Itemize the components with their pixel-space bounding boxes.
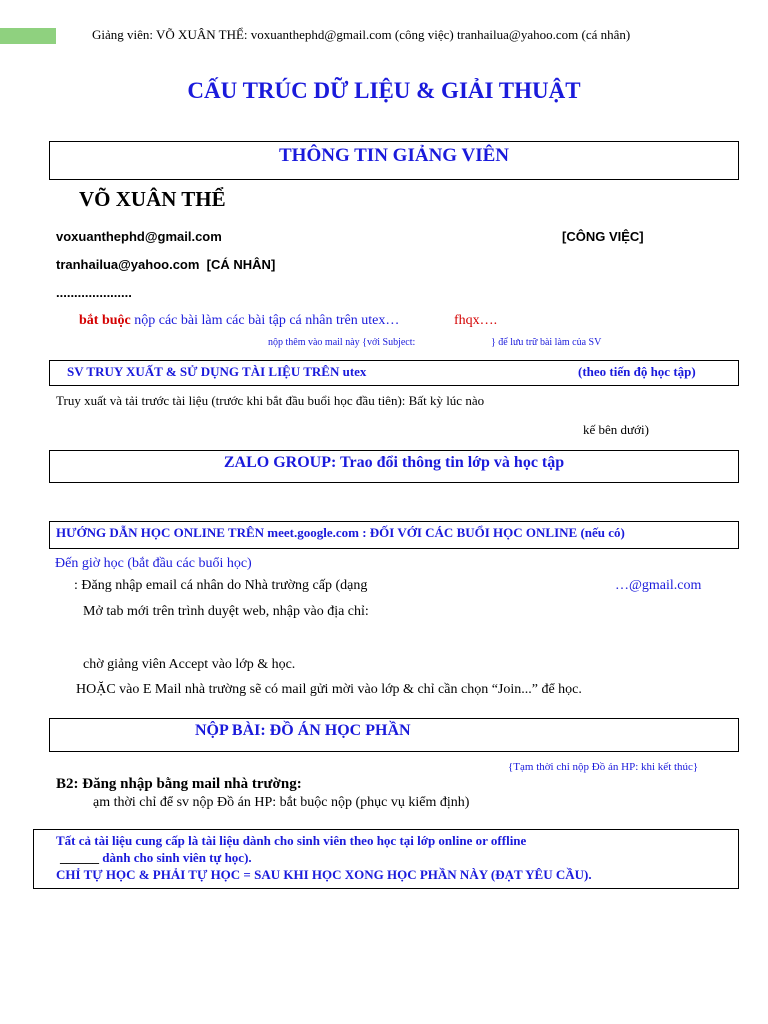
document-title: CẤU TRÚC DỮ LIỆU & GIẢI THUẬT [187, 78, 581, 103]
instructor-name: VÕ XUÂN THỂ [79, 187, 226, 211]
online-newtab: Mở tab mới trên trình duyệt web, nhập vào địa chỉ: [83, 604, 369, 619]
online-start: Đến giờ học (bắt đầu các buổi học) [55, 556, 252, 571]
footer-line1: Tất cả tài liệu cung cấp là tài liệu dành cho sinh viên theo học tại lớp online or offline [56, 833, 527, 848]
access-note: (theo tiến độ học tập) [578, 364, 696, 379]
project-box [49, 718, 739, 752]
personal-email-tag: [CÁ NHÂN] [206, 257, 276, 272]
online-login-domain: …@gmail.com [615, 578, 702, 593]
project-temp: ạm thời chỉ để sv nộp Đồ án HP: bắt buộc nộp (phục vụ kiểm định) [93, 795, 470, 810]
access-text-line1: Truy xuất và tải trước tài liệu (trước khi bắt đầu buổi học đầu tiên): Bất kỳ lúc nào [56, 393, 485, 408]
online-login: : Đăng nhập email cá nhân do Nhà trường cấp (dạng [74, 578, 368, 593]
work-email-tag: [CÔNG VIỆC] [562, 229, 644, 244]
access-heading: SV TRUY XUẤT & SỬ DỤNG TÀI LIỆU TRÊN utex [67, 364, 367, 379]
zalo-heading: ZALO GROUP: Trao đổi thông tin lớp và học tập [223, 454, 565, 471]
submit-note [79, 313, 399, 329]
personal-email[interactable]: tranhailua@yahoo.com [56, 257, 200, 272]
mail-note-a: nộp thêm vào mail này {với Subject: [268, 337, 416, 348]
instructor-info-box [49, 141, 739, 180]
footer-blank: ______ [60, 850, 99, 865]
footer-line2 [60, 850, 252, 866]
mail-note-b: } để lưu trữ bài làm của SV [491, 337, 602, 348]
header-accent-bar [0, 28, 56, 44]
submit-note-text: nộp các bài làm các bài tập cá nhân trên utex… [130, 313, 400, 328]
submit-code: fhqx…. [454, 313, 498, 328]
project-heading: NỘP BÀI: ĐỒ ÁN HỌC PHẦN [195, 722, 411, 739]
project-note: {Tạm thời chỉ nộp Đồ án HP: khi kết thúc} [508, 761, 699, 773]
work-email[interactable]: voxuanthephd@gmail.com [56, 229, 222, 244]
zalo-box [49, 450, 739, 483]
access-text-line2: kế bên dưới) [583, 422, 649, 437]
online-or: HOẶC vào E Mail nhà trường sẽ có mail gửi mời vào lớp & chỉ cần chọn “Join...” để học. [76, 682, 582, 697]
footer-line3: CHỈ TỰ HỌC & PHẢI TỰ HỌC = SAU KHI HỌC XONG HỌC PHẦN NÀY (ĐẠT YÊU CẦU). [56, 867, 592, 882]
footer-line2-text: dành cho sinh viên tự học). [99, 850, 252, 865]
online-wait: chờ giảng viên Accept vào lớp & học. [83, 657, 296, 672]
access-box [49, 360, 739, 386]
instructor-info-heading: THÔNG TIN GIẢNG VIÊN [279, 145, 509, 166]
online-heading: HƯỚNG DẪN HỌC ONLINE TRÊN meet.google.com : ĐỐI VỚI CÁC BUỔI HỌC ONLINE (nếu có) [56, 525, 625, 540]
footer-box [33, 829, 739, 889]
personal-email-line [56, 257, 275, 272]
required-label: bắt buộc [79, 313, 131, 328]
header-line: Giảng viên: VÕ XUÂN THỂ: voxuanthephd@gmail.com (công việc) tranhailua@yahoo.com (cá nhân) [92, 27, 631, 42]
project-step2: B2: Đăng nhập bằng mail nhà trường: [56, 776, 302, 792]
placeholder-dots: ..................... [56, 285, 132, 300]
online-box [49, 521, 739, 549]
